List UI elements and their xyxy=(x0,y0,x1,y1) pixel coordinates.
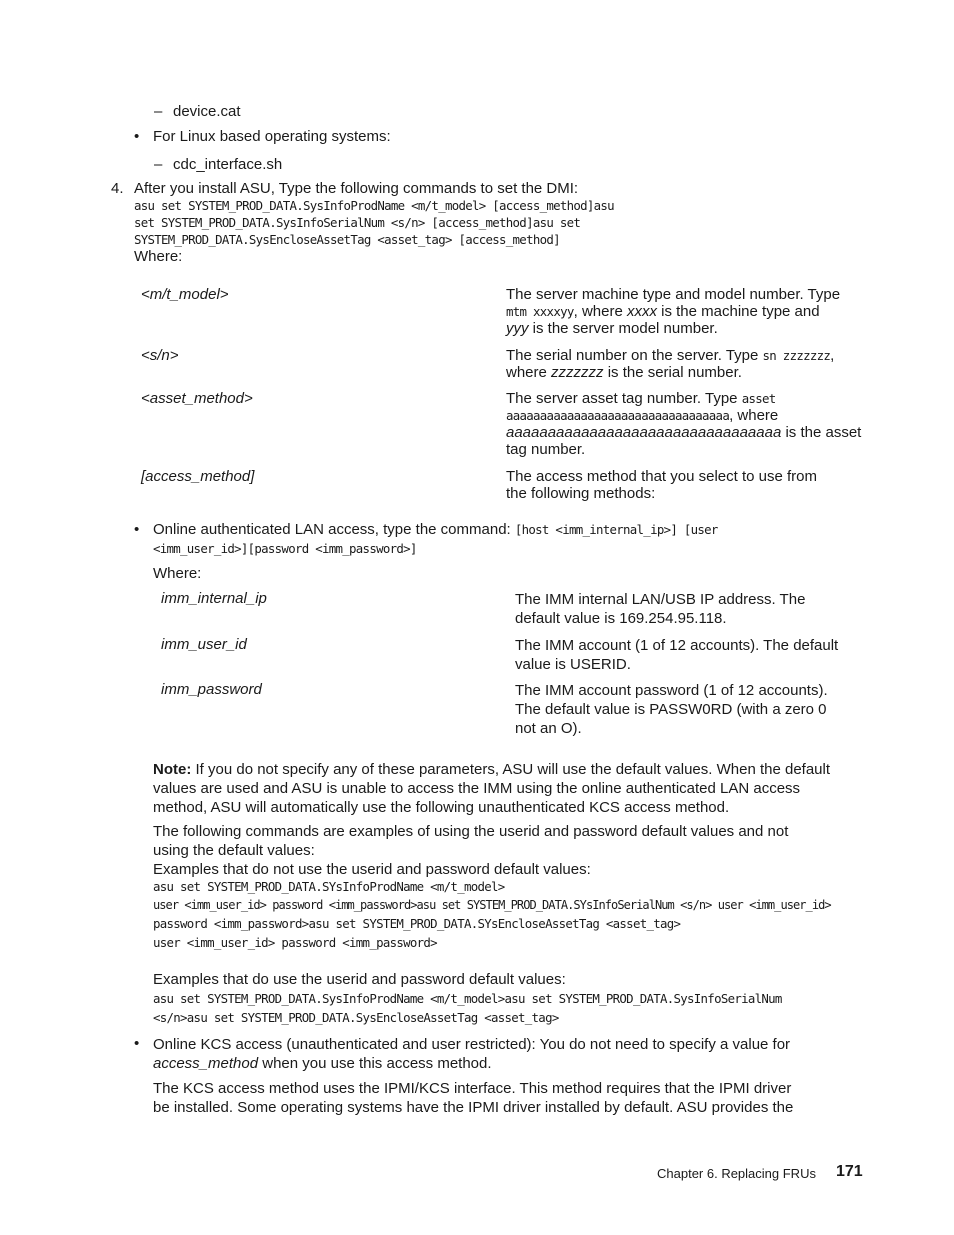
note-label: Note: xyxy=(153,761,192,778)
list-item-linux: For Linux based operating systems: xyxy=(153,128,391,145)
term-access-method: [access_method] xyxy=(141,468,255,485)
bullet: • xyxy=(134,128,140,145)
definition-asset-method: The server asset tag number. Type asset aaaaaaaaaaaaaaaaaaaaaaaaaaaaaaaaa, where aaaaaaaaaaaaaaaaaaaaaaaaaaaaaaaaa is the asset tag number. xyxy=(506,390,862,458)
command-line: <s/n>asu set SYSTEM_PROD_DATA.SysEncloseAssetTag <asset_tag> xyxy=(153,1010,559,1025)
page-number: 171 xyxy=(836,1163,863,1180)
dash-bullet: – xyxy=(154,156,163,173)
term-imm-internal-ip: imm_internal_ip xyxy=(161,590,267,607)
term-asset-method: <asset_method> xyxy=(141,390,253,407)
bullet: • xyxy=(134,521,140,538)
step-intro: After you install ASU, Type the following commands to set the DMI: xyxy=(134,180,579,197)
command-line: user <imm_user_id> password <imm_password> xyxy=(153,935,437,950)
examples-intro: The following commands are examples of using the userid and password default values and not using the default values: Examples that do not use the userid and password default values: xyxy=(153,823,789,878)
term-mt-model: <m/t_model> xyxy=(141,286,229,303)
definition-imm-internal-ip: The IMM internal LAN/USB IP address. The default value is 169.254.95.118. xyxy=(515,591,806,627)
command-line: set SYSTEM_PROD_DATA.SysInfoSerialNum <s/n> [access_method]asu set xyxy=(134,215,581,230)
where-label: Where: xyxy=(153,565,202,582)
list-item-device-cat: device.cat xyxy=(173,103,241,120)
kcs-access-item: Online KCS access (unauthenticated and user restricted): You do not need to specify a value for access_method when you use this access method. xyxy=(153,1036,791,1072)
definition-imm-user-id: The IMM account (1 of 12 accounts). The default value is USERID. xyxy=(515,637,839,673)
command-line: SYSTEM_PROD_DATA.SysEncloseAssetTag <asset_tag> [access_method] xyxy=(134,232,560,247)
term-imm-password: imm_password xyxy=(161,681,262,698)
command-line: asu set SYSTEM_PROD_DATA.SysInfoProdName <m/t_model> [access_method]asu xyxy=(134,198,614,213)
footer-chapter: Chapter 6. Replacing FRUs xyxy=(657,1166,816,1181)
term-sn: <s/n> xyxy=(141,347,179,364)
command-line: asu set SYSTEM_PROD_DATA.SYsInfoProdName <m/t_model> xyxy=(153,879,505,894)
command-line: user <imm_user_id> password <imm_password>asu set SYSTEM_PROD_DATA.SYsInfoSerialNum <s/n> user <imm_user_id> xyxy=(153,898,831,912)
step-number: 4. xyxy=(111,180,124,197)
definition-sn: The serial number on the server. Type sn zzzzzzz, where zzzzzzz is the serial number. xyxy=(506,347,835,381)
definition-access-method: The access method that you select to use from the following methods: xyxy=(506,468,817,502)
command-line: <imm_user_id>][password <imm_password>] xyxy=(153,541,417,556)
examples-default-heading: Examples that do use the userid and password default values: xyxy=(153,971,566,988)
command-line: password <imm_password>asu set SYSTEM_PROD_DATA.SYsEncloseAssetTag <asset_tag> xyxy=(153,916,681,931)
kcs-paragraph: The KCS access method uses the IPMI/KCS interface. This method requires that the IPMI driver be installed. Some operating systems have the IPMI driver installed by default. ASU provides the xyxy=(153,1080,794,1116)
definition-mt-model: The server machine type and model number. Type mtm xxxxyy, where xxxx is the machine type and yyy is the server model number. xyxy=(506,286,841,337)
note-paragraph: Note: If you do not specify any of these parameters, ASU will use the default values. When the default values are used and ASU is unable to access the IMM using the online authenticated LAN access method, ASU will automatically use the following unauthenticated KCS access method. xyxy=(153,761,831,816)
term-imm-user-id: imm_user_id xyxy=(161,636,247,653)
command-line: asu set SYSTEM_PROD_DATA.SysInfoProdName <m/t_model>asu set SYSTEM_PROD_DATA.SysInfoSerialNum xyxy=(153,991,782,1006)
lan-access-item: Online authenticated LAN access, type the command: [host <imm_internal_ip>] [user xyxy=(153,521,718,538)
where-label: Where: xyxy=(134,248,183,265)
definition-imm-password: The IMM account password (1 of 12 accounts). The default value is PASSW0RD (with a zero 0 not an O). xyxy=(515,682,828,737)
bullet: • xyxy=(134,1035,140,1052)
list-item-cdc: cdc_interface.sh xyxy=(173,156,283,173)
dash-bullet: – xyxy=(154,103,163,120)
